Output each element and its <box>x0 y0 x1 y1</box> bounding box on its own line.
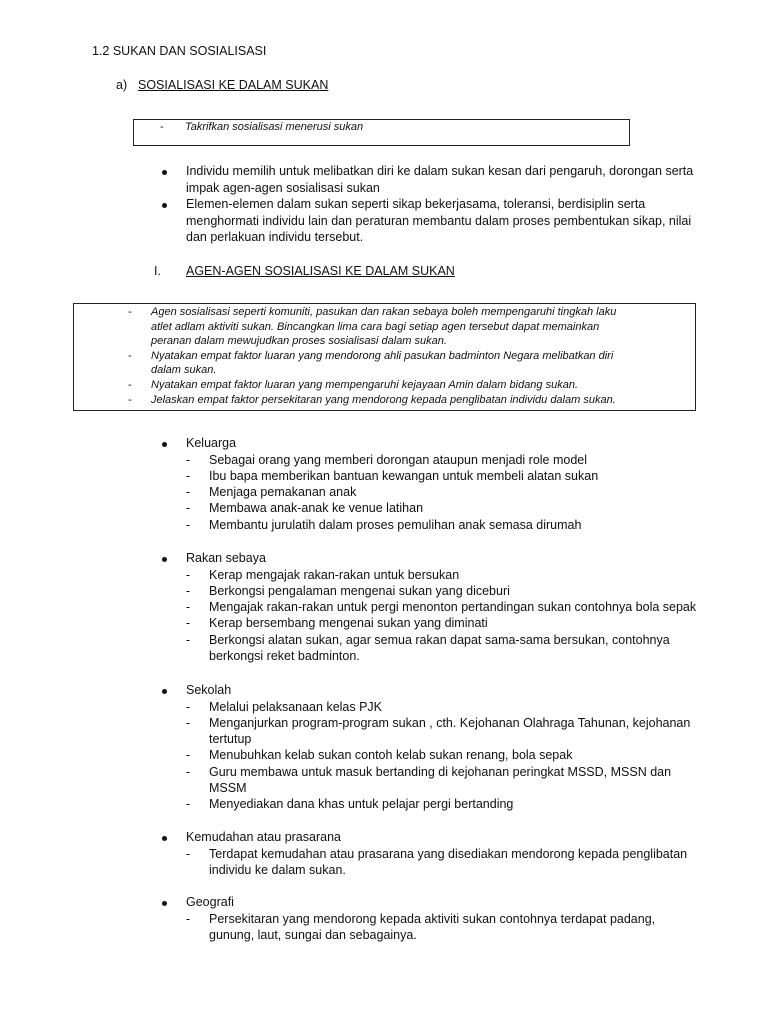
question-text: dalam sukan. <box>151 364 217 377</box>
question-dash: - <box>160 121 164 133</box>
agent-item-line: Membawa anak-anak ke venue latihan <box>209 501 424 516</box>
intro-bullet-line: dan perlakuan individu tersebut. <box>186 230 364 244</box>
agent-item-line: Menganjurkan program-program sukan , cth. Kejohanan Olahraga Tahunan, kejohanan <box>209 715 691 730</box>
item-dash: - <box>186 600 191 615</box>
section-i-title: AGEN-AGEN SOSIALISASI KE DALAM SUKAN <box>186 264 455 278</box>
item-dash: - <box>186 846 191 861</box>
section-a-marker: a) <box>116 78 128 92</box>
agent-item-line: Sebagai orang yang memberi dorongan ataupun menjadi role model <box>209 452 588 467</box>
agent-item-line: Menjaga pemakanan anak <box>209 485 357 500</box>
agent-item-line: Melalui pelaksanaan kelas PJK <box>209 699 383 714</box>
question-dash: - <box>128 393 132 406</box>
item-dash: - <box>186 699 191 714</box>
agent-item-line: berkongsi reket badminton. <box>209 649 360 663</box>
question-text: Takrifkan sosialisasi menerusi sukan <box>185 121 364 133</box>
item-dash: - <box>186 468 191 483</box>
intro-bullet-line: Individu memilih untuk melibatkan diri ke dalam sukan kesan dari pengaruh, dorongan serta <box>186 164 694 178</box>
agent-item-line: Terdapat kemudahan atau prasarana yang disediakan mendorong kepada penglibatan <box>209 846 688 861</box>
item-dash: - <box>186 485 191 500</box>
intro-bullet-line: menghormati individu lain dan peraturan membantu dalam proses pembentukan sikap, nilai <box>186 213 692 228</box>
agent-name: Sekolah <box>186 683 232 697</box>
agent-item-line: Berkongsi alatan sukan, agar semua rakan dapat sama-sama bersukan, contohnya <box>209 632 670 647</box>
question-dash: - <box>128 379 132 391</box>
item-dash: - <box>186 764 191 779</box>
agent-item-line: gunung, laut, sungai dan sebagainya. <box>209 927 417 942</box>
question-text: Nyatakan empat faktor luaran yang mendorong ahli pasukan badminton Negara melibatkan diri <box>151 349 614 362</box>
question-text: atlet adlam aktiviti sukan. Bincangkan lima cara bagi setiap agen tersebut dapat memainkan <box>151 320 600 333</box>
agent-item-line: tertutup <box>209 732 252 747</box>
agent-item-line: individu ke dalam sukan. <box>209 862 346 877</box>
bullet-dot-icon <box>162 203 167 208</box>
intro-bullet-line: impak agen-agen sosialisasi sukan <box>186 180 380 195</box>
section-i-marker: I. <box>154 264 161 278</box>
agent-item-line: Persekitaran yang mendorong kepada aktiviti sukan contohnya terdapat padang, <box>209 911 656 926</box>
item-dash: - <box>186 715 191 730</box>
question-text: Agen sosialisasi seperti komuniti, pasukan dan rakan sebaya boleh mempengaruhi tingkah laku <box>151 306 617 318</box>
agent-name: Geografi <box>186 895 234 909</box>
question-dash: - <box>128 306 132 318</box>
page-title: 1.2 SUKAN DAN SOSIALISASI <box>92 44 267 58</box>
section-a-title: SOSIALISASI KE DALAM SUKAN <box>138 78 329 92</box>
agent-item-line: Berkongsi pengalaman mengenai sukan yang diceburi <box>209 583 510 598</box>
bullet-dot-icon <box>162 689 167 694</box>
question-text: Jelaskan empat faktor persekitaran yang mendorong kepada penglibatan individu dalam sukan. <box>151 393 616 406</box>
item-dash: - <box>186 583 191 598</box>
question-box-definition <box>133 119 630 146</box>
bullet-dot-icon <box>162 557 167 562</box>
bullet-dot-icon <box>162 442 167 447</box>
agent-name: Keluarga <box>186 436 237 450</box>
agent-item-line: Kerap mengajak rakan-rakan untuk bersukan <box>209 567 460 582</box>
agent-item-line: Menyediakan dana khas untuk pelajar pergi bertanding <box>209 797 514 812</box>
agent-item-line: Membantu jurulatih dalam proses pemulihan anak semasa dirumah <box>209 517 582 532</box>
bullet-dot-icon <box>162 836 167 841</box>
agent-item-line: MSSM <box>209 781 247 795</box>
item-dash: - <box>186 797 191 812</box>
item-dash: - <box>186 567 191 582</box>
item-dash: - <box>186 911 191 926</box>
agent-item-line: Mengajak rakan-rakan untuk pergi menonton pertandingan sukan contohnya bola sepak <box>209 600 697 615</box>
item-dash: - <box>186 517 191 532</box>
bullet-dot-icon <box>162 170 167 175</box>
question-dash: - <box>128 349 132 362</box>
question-text: Nyatakan empat faktor luaran yang mempengaruhi kejayaan Amin dalam bidang sukan. <box>151 379 579 391</box>
item-dash: - <box>186 748 191 763</box>
intro-bullet-line: Elemen-elemen dalam sukan seperti sikap bekerjasama, toleransi, berdisiplin serta <box>186 197 646 211</box>
item-dash: - <box>186 632 191 647</box>
section-a-heading <box>116 78 329 92</box>
agent-item-line: Kerap bersembang mengenai sukan yang diminati <box>209 616 488 631</box>
agent-item-line: Guru membawa untuk masuk bertanding di kejohanan peringkat MSSD, MSSN dan <box>209 764 672 779</box>
agent-name: Rakan sebaya <box>186 551 266 565</box>
agent-name: Kemudahan atau prasarana <box>186 830 341 844</box>
bullet-dot-icon <box>162 901 167 906</box>
agent-item-line: Menubuhkan kelab sukan contoh kelab sukan renang, bola sepak <box>209 748 573 763</box>
item-dash: - <box>186 616 191 631</box>
agent-item-line: Ibu bapa memberikan bantuan kewangan untuk membeli alatan sukan <box>209 468 599 483</box>
question-text: peranan dalam mewujudkan proses sosialisasi dalam sukan. <box>151 335 447 348</box>
item-dash: - <box>186 452 191 467</box>
item-dash: - <box>186 501 191 516</box>
section-i-heading <box>154 264 455 278</box>
question-box-agents <box>73 303 696 411</box>
